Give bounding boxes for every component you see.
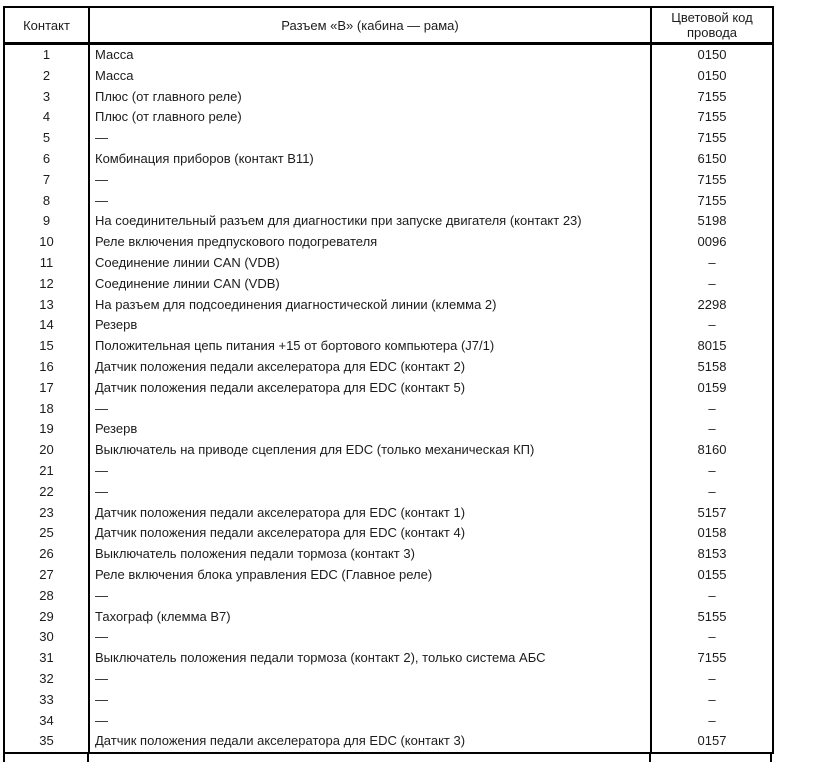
pin-description: Реле включения блока управления EDC (Главное реле) xyxy=(89,565,651,586)
table-continuation-line xyxy=(770,752,772,762)
contact-number: 12 xyxy=(4,274,89,295)
pin-description: На разъем для подсоединения диагностической линии (клемма 2) xyxy=(89,295,651,316)
contact-number: 26 xyxy=(4,544,89,565)
contact-number: 32 xyxy=(4,669,89,690)
table-row xyxy=(4,66,773,87)
table-row xyxy=(4,357,773,378)
table-row xyxy=(4,399,773,420)
pin-description: Плюс (от главного реле) xyxy=(89,87,651,108)
pin-description: — xyxy=(89,170,651,191)
contact-number: 7 xyxy=(4,170,89,191)
table-row xyxy=(4,627,773,648)
wire-color-code: – xyxy=(651,711,773,732)
table-row xyxy=(4,336,773,357)
contact-number: 5 xyxy=(4,128,89,149)
wire-color-code: 0150 xyxy=(651,44,773,66)
wire-color-code: 7155 xyxy=(651,191,773,212)
pin-description: — xyxy=(89,461,651,482)
table-row xyxy=(4,731,773,753)
header-row xyxy=(4,7,773,44)
contact-number: 21 xyxy=(4,461,89,482)
pin-description: — xyxy=(89,399,651,420)
wire-color-code: 5157 xyxy=(651,503,773,524)
wire-color-code: – xyxy=(651,253,773,274)
contact-number: 28 xyxy=(4,586,89,607)
pin-description: Датчик положения педали акселератора для EDC (контакт 5) xyxy=(89,378,651,399)
table-row xyxy=(4,274,773,295)
table-row xyxy=(4,107,773,128)
contact-number: 14 xyxy=(4,315,89,336)
contact-number: 13 xyxy=(4,295,89,316)
pin-description: — xyxy=(89,586,651,607)
wire-color-code: 0157 xyxy=(651,731,773,753)
wire-color-code: 5158 xyxy=(651,357,773,378)
contact-number: 10 xyxy=(4,232,89,253)
contact-number: 16 xyxy=(4,357,89,378)
table-row xyxy=(4,128,773,149)
contact-number: 19 xyxy=(4,419,89,440)
contact-number: 8 xyxy=(4,191,89,212)
pin-description: Резерв xyxy=(89,315,651,336)
pin-description: Реле включения предпускового подогревателя xyxy=(89,232,651,253)
pin-description: Положительная цепь питания +15 от бортового компьютера (J7/1) xyxy=(89,336,651,357)
wire-color-code: – xyxy=(651,315,773,336)
wire-color-code: – xyxy=(651,274,773,295)
wire-color-code: 8015 xyxy=(651,336,773,357)
wire-color-code: 8160 xyxy=(651,440,773,461)
header-wire-color-code-line1: Цветовой код xyxy=(671,10,753,25)
contact-number: 33 xyxy=(4,690,89,711)
pin-description: Плюс (от главного реле) xyxy=(89,107,651,128)
table-row xyxy=(4,170,773,191)
contact-number: 17 xyxy=(4,378,89,399)
table-row xyxy=(4,711,773,732)
contact-number: 20 xyxy=(4,440,89,461)
wire-color-code: – xyxy=(651,690,773,711)
table-continuation-line xyxy=(3,752,5,762)
pin-description: — xyxy=(89,669,651,690)
contact-number: 6 xyxy=(4,149,89,170)
wire-color-code: 0150 xyxy=(651,66,773,87)
table-row xyxy=(4,503,773,524)
table-row xyxy=(4,544,773,565)
pin-description: На соединительный разъем для диагностики при запуске двигателя (контакт 23) xyxy=(89,211,651,232)
contact-number: 11 xyxy=(4,253,89,274)
table-row xyxy=(4,669,773,690)
pin-description: Датчик положения педали акселератора для EDC (контакт 4) xyxy=(89,523,651,544)
wire-color-code: 5155 xyxy=(651,607,773,628)
table-body xyxy=(4,44,773,754)
wire-color-code: – xyxy=(651,399,773,420)
wire-color-code: 0159 xyxy=(651,378,773,399)
pin-description: Соединение линии CAN (VDB) xyxy=(89,253,651,274)
table-row xyxy=(4,378,773,399)
wire-color-code: 8153 xyxy=(651,544,773,565)
contact-number: 34 xyxy=(4,711,89,732)
table-row xyxy=(4,523,773,544)
contact-number: 1 xyxy=(4,44,89,66)
wire-color-code: 0158 xyxy=(651,523,773,544)
contact-number: 29 xyxy=(4,607,89,628)
table-row xyxy=(4,607,773,628)
header-wire-color-code xyxy=(651,7,773,44)
table-row xyxy=(4,315,773,336)
contact-number: 3 xyxy=(4,87,89,108)
wire-color-code: 6150 xyxy=(651,149,773,170)
wire-color-code: – xyxy=(651,586,773,607)
contact-number: 23 xyxy=(4,503,89,524)
contact-number: 31 xyxy=(4,648,89,669)
table-row xyxy=(4,149,773,170)
contact-number: 15 xyxy=(4,336,89,357)
contact-number: 30 xyxy=(4,627,89,648)
table-continuation-line xyxy=(87,752,89,762)
wire-color-code: – xyxy=(651,482,773,503)
table-row xyxy=(4,44,773,66)
pin-description: Масса xyxy=(89,44,651,66)
contact-number: 4 xyxy=(4,107,89,128)
wire-color-code: 0155 xyxy=(651,565,773,586)
header-connector-b: Разъем «В» (кабина — рама) xyxy=(89,7,651,44)
wire-color-code: – xyxy=(651,627,773,648)
table-row xyxy=(4,191,773,212)
connector-pinout-table xyxy=(3,6,774,754)
header-wire-color-code-line2: провода xyxy=(686,25,738,40)
contact-number: 18 xyxy=(4,399,89,420)
contact-number: 9 xyxy=(4,211,89,232)
wire-color-code: 7155 xyxy=(651,87,773,108)
wire-color-code: – xyxy=(651,669,773,690)
pin-description: — xyxy=(89,482,651,503)
table-row xyxy=(4,211,773,232)
table-row xyxy=(4,295,773,316)
wire-color-code: 7155 xyxy=(651,648,773,669)
table-row xyxy=(4,419,773,440)
contact-number: 22 xyxy=(4,482,89,503)
wire-color-code: 7155 xyxy=(651,170,773,191)
pin-description: — xyxy=(89,711,651,732)
table-row xyxy=(4,87,773,108)
header-contact: Контакт xyxy=(4,7,89,44)
pin-description: Датчик положения педали акселератора для EDC (контакт 1) xyxy=(89,503,651,524)
wire-color-code: 5198 xyxy=(651,211,773,232)
wire-color-code: 0096 xyxy=(651,232,773,253)
wire-color-code: – xyxy=(651,461,773,482)
pin-description: Выключатель положения педали тормоза (контакт 3) xyxy=(89,544,651,565)
pin-description: Комбинация приборов (контакт B11) xyxy=(89,149,651,170)
table-row xyxy=(4,565,773,586)
pin-description: — xyxy=(89,191,651,212)
table-row xyxy=(4,253,773,274)
pin-description: — xyxy=(89,690,651,711)
table-row xyxy=(4,482,773,503)
wire-color-code: 2298 xyxy=(651,295,773,316)
pin-description: Выключатель на приводе сцепления для EDC (только механическая КП) xyxy=(89,440,651,461)
pin-description: Датчик положения педали акселератора для EDC (контакт 3) xyxy=(89,731,651,753)
table-row xyxy=(4,461,773,482)
wire-color-code: – xyxy=(651,419,773,440)
contact-number: 35 xyxy=(4,731,89,753)
pin-description: Соединение линии CAN (VDB) xyxy=(89,274,651,295)
contact-number: 25 xyxy=(4,523,89,544)
pin-description: Выключатель положения педали тормоза (контакт 2), только система АБС xyxy=(89,648,651,669)
pin-description: Масса xyxy=(89,66,651,87)
pin-description: — xyxy=(89,128,651,149)
pin-description: — xyxy=(89,627,651,648)
contact-number: 27 xyxy=(4,565,89,586)
pin-description: Датчик положения педали акселератора для EDC (контакт 2) xyxy=(89,357,651,378)
table-row xyxy=(4,440,773,461)
pin-description: Тахограф (клемма B7) xyxy=(89,607,651,628)
pin-description: Резерв xyxy=(89,419,651,440)
wire-color-code: 7155 xyxy=(651,107,773,128)
wire-color-code: 7155 xyxy=(651,128,773,149)
table-row xyxy=(4,690,773,711)
table-continuation-line xyxy=(649,752,651,762)
contact-number: 2 xyxy=(4,66,89,87)
table-row xyxy=(4,648,773,669)
table-row xyxy=(4,586,773,607)
table-row xyxy=(4,232,773,253)
